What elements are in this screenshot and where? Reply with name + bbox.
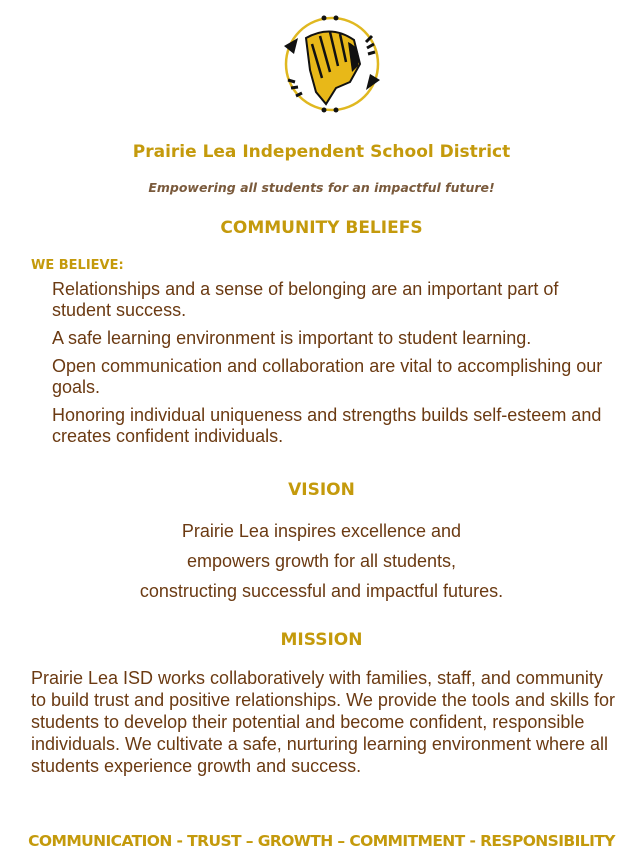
chief-logo-icon	[276, 8, 388, 120]
beliefs-heading: COMMUNITY BELIEFS	[220, 218, 423, 238]
core-values: COMMUNICATION - TRUST – GROWTH – COMMITMENT - RESPONSIBILITY	[28, 832, 615, 850]
belief-item: Relationships and a sense of belonging are an important part of student success.	[52, 279, 559, 320]
vision-line: constructing successful and impactful futures.	[139, 581, 504, 601]
vision-line: empowers growth for all students,	[186, 551, 457, 571]
district-title: Prairie Lea Independent School District	[132, 142, 511, 162]
belief-item: Open communication and collaboration are vital to accomplishing our goals.	[52, 356, 603, 397]
belief-item: A safe learning environment is important to student learning.	[52, 328, 532, 348]
mission-heading: MISSION	[280, 630, 363, 650]
district-logo	[276, 8, 388, 120]
belief-item: Honoring individual uniqueness and strengths builds self-esteem and creates confident individuals.	[52, 405, 602, 446]
vision-heading: VISION	[288, 480, 355, 500]
vision-statement	[0, 516, 643, 606]
vision-line: Prairie Lea inspires excellence and	[181, 521, 462, 541]
beliefs-list	[52, 279, 622, 454]
mission-statement: Prairie Lea ISD works collaboratively with families, staff, and community to build trust and positive relationships. We provide the tools and skills for students to develop their potential and become confident, responsible individuals. We cultivate a safe, nurturing learning environment where all students experience growth and success.	[31, 668, 615, 776]
district-tagline: Empowering all students for an impactful future!	[148, 180, 495, 195]
we-believe-label: WE BELIEVE:	[31, 258, 124, 273]
